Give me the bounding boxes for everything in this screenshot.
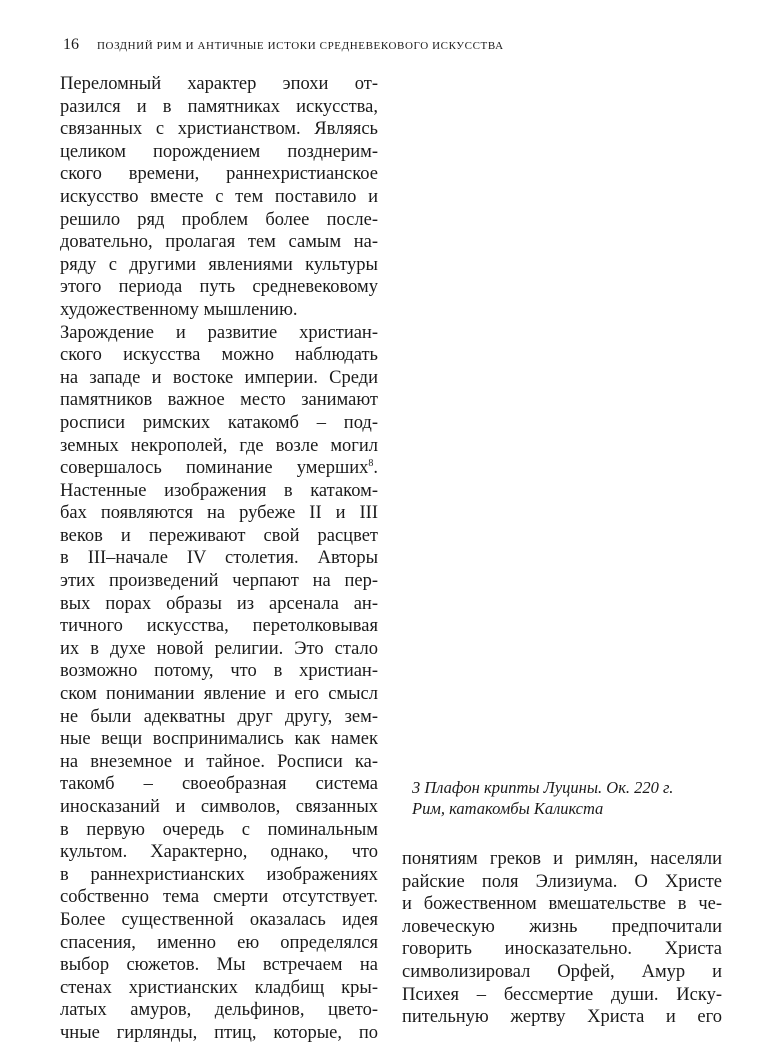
right-column: [402, 848, 722, 1029]
text-line: ского искусства можно наблюдать: [60, 345, 378, 366]
running-title: ПОЗДНИЙ РИМ И АНТИЧНЫЕ ИСТОКИ СРЕДНЕВЕКОВОГО ИСКУССТВА: [97, 40, 504, 52]
footnote-tail: .: [373, 458, 378, 479]
caption-line: 3 Плафон крипты Луцины. Ок. 220 г.: [412, 778, 674, 797]
text-line: иносказаний и символов, связанных: [60, 797, 378, 817]
text-line: в раннехристианских изображениях: [60, 864, 378, 885]
text-line: Переломный характер эпохи от-: [60, 74, 378, 94]
text-line: решило ряд проблем более после-: [60, 209, 378, 230]
text-line: на внеземное и тайное. Росписи ка-: [60, 751, 378, 772]
text-line: символизировал Орфей, Амур и: [402, 961, 722, 982]
text-line: этих произведений черпают на пер-: [60, 571, 378, 592]
text-line: пительную жертву Христа и его: [402, 1007, 722, 1028]
text-line: понятиям греков и римлян, населяли: [402, 849, 722, 869]
footnote-ref: 8: [368, 458, 374, 470]
page-number: 16: [63, 36, 79, 53]
text-line: тичного искусства, перетолковывая: [60, 616, 378, 637]
text-line: ряду с другими явлениями культуры: [60, 254, 378, 275]
text-line: их в духе новой религии. Это стало: [60, 638, 378, 659]
text-line: совершалось поминание умерших: [60, 458, 369, 479]
text-line: собственно тема смерти отсутствует.: [60, 887, 378, 908]
text-line: Психея – бессмертие души. Иску-: [402, 984, 722, 1005]
text-line: говорить иносказательно. Христа: [402, 939, 722, 960]
text-line: возможно потому, что в христиан-: [60, 661, 378, 682]
text-line: Более существенной оказалась идея: [60, 909, 378, 930]
text-line: довательно, пролагая тем самым на-: [60, 232, 378, 253]
text-line-with-footnote: [60, 457, 378, 480]
text-line: земных некрополей, где возле могил: [60, 435, 378, 456]
text-line: ском понимании явление и его смысл: [60, 684, 378, 705]
page-header: [63, 36, 723, 54]
text-line: на западе и востоке империи. Среди: [60, 367, 378, 388]
text-line: такомб – своеобразная система: [60, 774, 378, 795]
figure-caption: [412, 777, 724, 819]
text-line: латых амуров, дельфинов, цвето-: [60, 1000, 378, 1021]
text-line: стенах христианских кладбищ кры-: [60, 977, 378, 998]
text-line: ского времени, раннехристианское: [60, 164, 378, 185]
text-line: связанных с христианством. Являясь: [60, 119, 378, 140]
text-line: Зарождение и развитие христиан-: [60, 322, 378, 343]
text-line: спасения, именно ею определялся: [60, 932, 378, 953]
text-line: в первую очередь с поминальным: [60, 819, 378, 840]
text-line: бах появляются на рубеже II и III: [60, 503, 378, 524]
text-line: искусство вместе с тем поставило и: [60, 186, 378, 207]
text-line: художественному мышлению.: [60, 299, 298, 320]
text-line: веков и переживают свой расцвет: [60, 525, 378, 546]
text-line: вых порах образы из арсенала ан-: [60, 593, 378, 614]
text-line: культом. Характерно, однако, что: [60, 842, 378, 863]
text-line: ловеческую жизнь предпочитали: [402, 916, 722, 937]
left-column: [60, 73, 378, 1045]
text-line: выбор сюжетов. Мы встречаем на: [60, 955, 378, 976]
text-line: ные вещи воспринимались как намек: [60, 729, 378, 750]
text-line: разился и в памятниках искусства,: [60, 96, 378, 117]
text-line: райские поля Элизиума. О Христе: [402, 871, 722, 892]
text-line: целиком порождением позднерим-: [60, 141, 378, 162]
text-line: не были адекватны друг другу, зем-: [60, 706, 378, 727]
text-line: памятников важное место занимают: [60, 390, 378, 411]
text-line: чные гирлянды, птиц, которые, по: [60, 1022, 378, 1043]
text-line: этого периода путь средневековому: [60, 277, 378, 298]
text-line: в III–начале IV столетия. Авторы: [60, 548, 378, 569]
text-line: и божественном вмешательстве в че-: [402, 894, 722, 915]
text-line: Настенные изображения в катаком-: [60, 480, 378, 501]
caption-line: Рим, катакомбы Каликста: [412, 799, 604, 818]
text-line: росписи римских катакомб – под-: [60, 412, 378, 433]
